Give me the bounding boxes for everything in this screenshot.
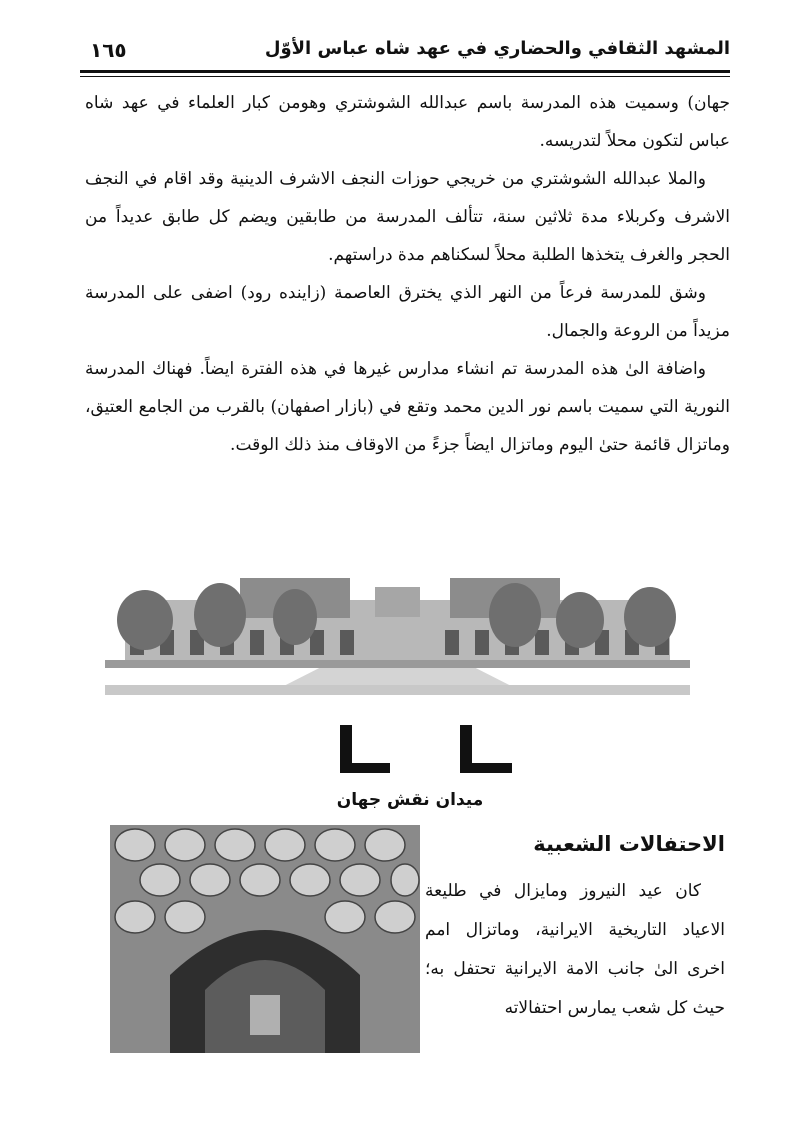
header-rule-thick (80, 70, 730, 73)
paragraph-3: وشق للمدرسة فرعاً من النهر الذي يخترق العاصمة (زاينده رود) اضفى على المدرسة مزيداً من الروعة والجمال. (85, 283, 730, 341)
body-text (85, 84, 730, 464)
section-paragraph: كان عيد النيروز ومايزال في طليعة الاعياد التاريخية الايرانية، وماتزال امم اخرى الىٰ جانب الامة الايرانية تحتفل به؛ حيث كل شعب يمارس احتفالاته (425, 881, 725, 1018)
page-number: ١٦٥ (90, 38, 127, 62)
section-text (425, 872, 725, 1028)
paragraph-2: والملا عبدالله الشوشتري من خريجي حوزات النجف الاشرف الدينية وقد اقام في النجف الاشرف وكربلاء مدة ثلاثين سنة، تتألف المدرسة من طابقين ويضم كل طابق عديداً من الحجر والغرف يتخذها الطلبة محلاً لسكناهم مدة دراستهم. (85, 169, 730, 265)
paragraph-1: جهان) وسميت هذه المدرسة باسم عبدالله الشوشتري وهومن كبار العلماء في عهد شاه عباس لتكون محلاً لتدريسه. (85, 93, 730, 151)
decorative-ornament (300, 720, 520, 780)
section-heading: الاحتفالات الشعبية (533, 832, 725, 856)
running-title: المشهد الثقافي والحضاري في عهد شاه عباس الأوّل (264, 38, 730, 59)
figure-caption: ميدان نقش جهان (336, 790, 484, 810)
running-header (80, 30, 730, 70)
courtyard-photo (105, 575, 690, 695)
paragraph-4: واضافة الىٰ هذه المدرسة تم انشاء مدارس غيرها في هذه الفترة ايضاً. فهناك المدرسة النورية التي سميت باسم نور الدين محمد وتقع في (بازار اصفهان) بالقرب من الجامع العتيق، وماتزال قائمة حتىٰ اليوم وماتزال ايضاً جزءً من الاوقاف منذ ذلك الوقت. (85, 359, 730, 455)
header-rule-thin (80, 76, 730, 77)
muqarnas-photo (110, 825, 420, 1053)
